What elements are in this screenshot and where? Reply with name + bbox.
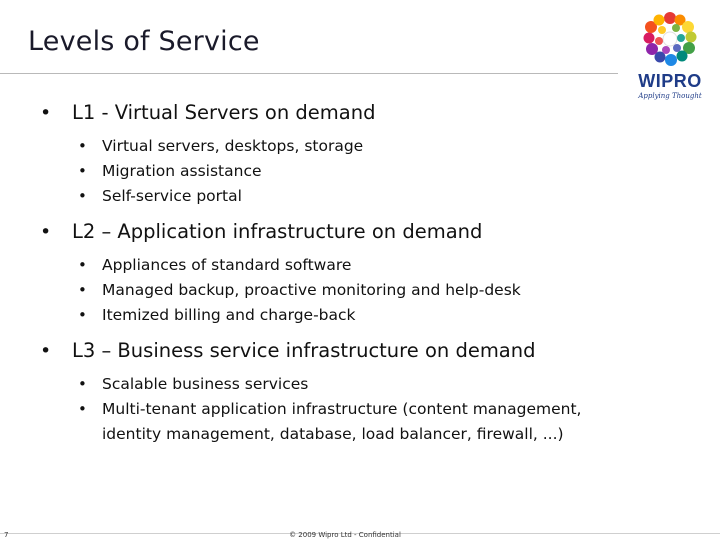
heading-text: L2 – Application infrastructure on demand <box>72 220 483 243</box>
wipro-logo <box>628 8 712 100</box>
bullet-icon: • <box>78 137 87 155</box>
bullet-icon: • <box>78 162 87 180</box>
item-text: Self-service portal <box>102 187 242 205</box>
bullet-icon: • <box>78 306 87 324</box>
item-text: Managed backup, proactive monitoring and help-desk <box>102 281 521 299</box>
item-text: Multi-tenant application infrastructure (content management, identity management, database, load balancer, firewall, ...) <box>102 400 582 443</box>
bullet-icon: • <box>78 281 87 299</box>
bullet-icon: • <box>40 102 52 124</box>
bullet-icon: • <box>78 187 87 205</box>
section-items-l2 <box>40 253 640 328</box>
item-text: Virtual servers, desktops, storage <box>102 137 364 155</box>
item-text: Appliances of standard software <box>102 256 352 274</box>
item-text: Migration assistance <box>102 162 262 180</box>
section-heading-l2 <box>40 219 640 245</box>
list-item <box>40 159 640 184</box>
section-items-l3 <box>40 372 640 447</box>
logo-wordmark: WIPRO <box>638 71 702 91</box>
item-text: Itemized billing and charge-back <box>102 306 356 324</box>
list-item <box>40 397 640 447</box>
page-number: 7 <box>4 531 9 539</box>
bullet-icon: • <box>40 340 52 362</box>
slide-title: Levels of Service <box>28 26 260 57</box>
bullet-icon: • <box>78 256 87 274</box>
heading-text: L1 - Virtual Servers on demand <box>72 101 376 124</box>
item-text: Scalable business services <box>102 375 309 393</box>
bullet-icon: • <box>40 221 52 243</box>
copyright-notice: © 2009 Wipro Ltd - Confidential <box>289 531 401 539</box>
heading-text: L3 – Business service infrastructure on demand <box>72 339 536 362</box>
bullet-icon: • <box>78 375 87 393</box>
bullet-icon: • <box>78 400 87 418</box>
section-items-l1 <box>40 134 640 209</box>
section-heading-l1 <box>40 100 640 126</box>
logo-tagline: Applying Thought <box>638 92 702 100</box>
title-divider <box>0 73 618 74</box>
list-item <box>40 184 640 209</box>
list-item <box>40 303 640 328</box>
bullet-content <box>40 100 640 457</box>
list-item <box>40 253 640 278</box>
flower-logo-icon <box>636 8 704 70</box>
section-heading-l3 <box>40 338 640 364</box>
list-item <box>40 372 640 397</box>
list-item <box>40 278 640 303</box>
list-item <box>40 134 640 159</box>
